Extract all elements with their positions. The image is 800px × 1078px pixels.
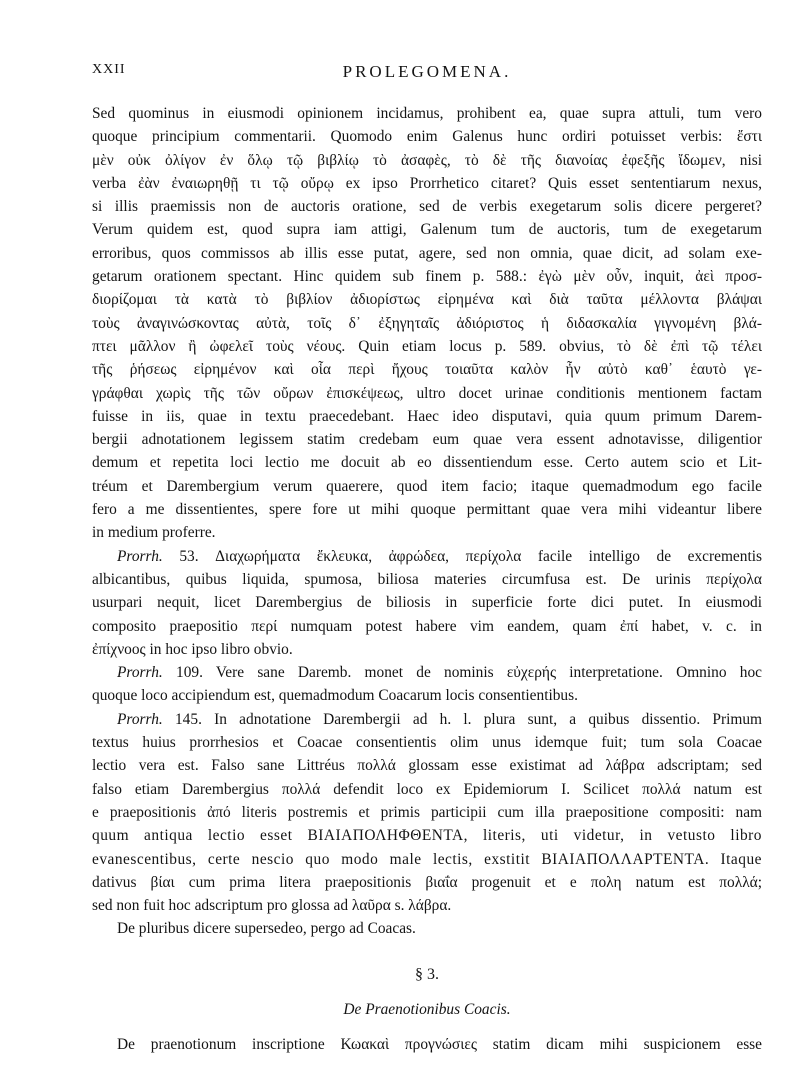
text-line: μὲν οὐκ ὀλίγον ἐν ὅλῳ τῷ βιβλίῳ τὸ ἀσαφὲς, τὸ δὲ τῆς διανοίας ἐφεξῆς ἴδωμεν, nisi — [92, 151, 762, 169]
paragraph-closing — [92, 917, 762, 940]
text-line: composito praepositio περί numquam potest habere vim eandem, quam ἐπί habet, v. c. in — [92, 617, 762, 635]
text-line: quum antiqua lectio esset ΒΙΑΙΑΠΟΛΗΦΘΕΝΤΑ, literis, uti videtur, in vetusto libro — [92, 827, 762, 845]
running-title: PROLEGOMENA. — [342, 62, 512, 81]
text-line: πτει μᾶλλον ἢ ὠφελεῖ τοὺς νέους. Quin etiam locus p. 589. obvius, τὸ δὲ ἐπὶ τῷ τέλει — [92, 337, 762, 355]
text-line: usurpari nequit, licet Darembergius de biliosis in superficie forte dici putet. In eiusmodi — [92, 594, 762, 612]
prorrh-label: Prorrh. — [117, 664, 163, 682]
text-line: sed non fuit hoc adscriptum pro glossa ad λαῦρα s. λάβρα. — [92, 897, 452, 915]
text-line: lectio vera est. Falso sane Littréus πολλά glossam esse existimat ad λάβρα adscriptam; sed — [92, 757, 762, 775]
text-line: verba ἐὰν ἐναιωρηθῇ τι τῷ οὔρῳ ex ipso Prorrhetico citaret? Quis esset sententiarum nexus, — [92, 174, 762, 192]
text-line: fuisse in iis, quae in textu praecedebant. Haec ideo disputavi, quia quum primum Darem- — [92, 407, 762, 425]
prorrh-label: Prorrh. — [117, 710, 163, 728]
text-line: Sed quominus in eiusmodi opinionem incidamus, prohibent ea, quae supra attuli, tum vero — [92, 105, 762, 122]
text-line: διορίζομαι τὰ κατὰ τὸ βιβλίον ἀδιορίστως εἰρημένα καὶ διὰ ταῦτα μέλλοντα βλάψαι — [92, 291, 762, 309]
text-line: albicantibus, quibus liquida, spumosa, biliosa materies circumfusa est. De urinis περίχολα — [92, 570, 762, 588]
text-line: De praenotionum inscriptione Κωακαὶ προγνώσιες statim dicam mihi suspicionem esse — [117, 1036, 762, 1054]
section-number: § 3. — [415, 965, 439, 983]
text-line: De pluribus dicere supersedeo, pergo ad Coacas. — [117, 920, 416, 938]
text-segment: 145. In adnotatione Darembergii ad h. l. plura sunt, a quibus dissentio. Primum — [162, 710, 762, 728]
text-line: quoque loco accipiendum est, quemadmodum Coacarum locis consentientibus. — [92, 687, 578, 705]
text-line: getarum orationem spectant. Hinc quidem sub finem p. 588.: ἐγὼ μὲν οὖν, inquit, ἀεὶ προσ- — [92, 268, 762, 286]
text-line: evanescentibus, certe nescio quo modo male lectis, exstitit ΒΙΑΙΑΠΟΛΛΑΡΤΕΝΤΑ. Itaque — [92, 850, 762, 868]
text-line: γράφθαι χωρὶς τῆς τῶν οὔρων ἐπισκέψεως, ultro docet urinae conditionis mentionem factam — [92, 384, 762, 402]
paragraph-section-3 — [92, 1033, 762, 1056]
text-line — [92, 708, 762, 731]
text-line: si illis praemissis non de auctoris oratione, sed de verbis exegetarum solis dicere pergeret? — [92, 198, 762, 216]
text-segment: 109. Vere sane Daremb. monet de nominis εὐχερής interpretatione. Omnino hoc — [162, 664, 762, 682]
paragraph-prorrh-109 — [92, 661, 762, 708]
text-line: falso etiam Darembergius πολλά defendit loco ex Epidemiorum I. Scilicet πολλά natum est — [92, 780, 762, 798]
text-line: τοὺς ἀναγινώσκοντας αὐτὰ, τοῖς δ᾽ ἐξηγηταῖς ἀδιόριστος ἡ διδασκαλία γιγνομένη βλά- — [92, 314, 762, 332]
page-header — [92, 62, 762, 86]
paragraph-1 — [92, 102, 762, 545]
text-line: Verum quidem est, quod supra iam attigi, Galenum tum de auctoris, tum de exegetarum — [92, 221, 762, 239]
text-line: in medium proferre. — [92, 524, 216, 542]
page-number: XXII — [92, 62, 126, 77]
text-line: fero a me dissentientes, spere fore ut mihi quoque permittant quae vera mihi videantur libere — [92, 501, 762, 519]
text-line: quoque principium commentarii. Quomodo enim Galenus hunc ordiri potuisset verbis: ἔστι — [92, 128, 762, 146]
text-line — [92, 545, 762, 568]
section-title: De Praenotionibus Coacis. — [343, 1000, 511, 1018]
paragraph-prorrh-145 — [92, 708, 762, 918]
prorrh-label: Prorrh. — [117, 547, 163, 565]
text-segment: 53. Διαχωρήματα ἔκλευκα, ἀφρώδεα, περίχολα facile intelligo de excrementis — [162, 547, 762, 565]
text-line: e praepositionis ἀπό literis postremis et primis participii cum illa praepositione compositi: nam — [92, 803, 762, 821]
text-line: demum et repetita loci lectio me docuit ab eo dissentiendum esse. Certo autem scio et Lit- — [92, 454, 762, 472]
text-line: textus huius prorrhesios et Coacae consentientis olim unus idemque fuit; tum sola Coacae — [92, 734, 762, 752]
text-line: erroribus, quos commissos ab illis esse putat, agere, sed non omnia, quae dicit, ad solam exe- — [92, 244, 762, 262]
body-text — [92, 102, 762, 1057]
text-line — [92, 661, 762, 684]
text-line: bergii adnotationem legissem statim credebam eum quae vera essent adnotavisse, diligentior — [92, 431, 762, 449]
text-line: ἐπίχνοος in hoc ipso libro obvio. — [92, 640, 293, 658]
text-line: dativus βίαι cum prima litera praepositionis βιαΐα progenuit et e πολη natum est πολλά; — [92, 873, 762, 891]
text-line: tréum et Darembergium verum quaerere, quod item facio; itaque quemadmodum ego facile — [92, 477, 762, 495]
paragraph-prorrh-53 — [92, 545, 762, 661]
text-line: τῆς ῥήσεως εἰρημένον καὶ οἷα περὶ ἤχους τοιαῦτα καλὸν ἦν αὐτὸ καθ᾽ ἑαυτὸ γε- — [92, 361, 762, 379]
